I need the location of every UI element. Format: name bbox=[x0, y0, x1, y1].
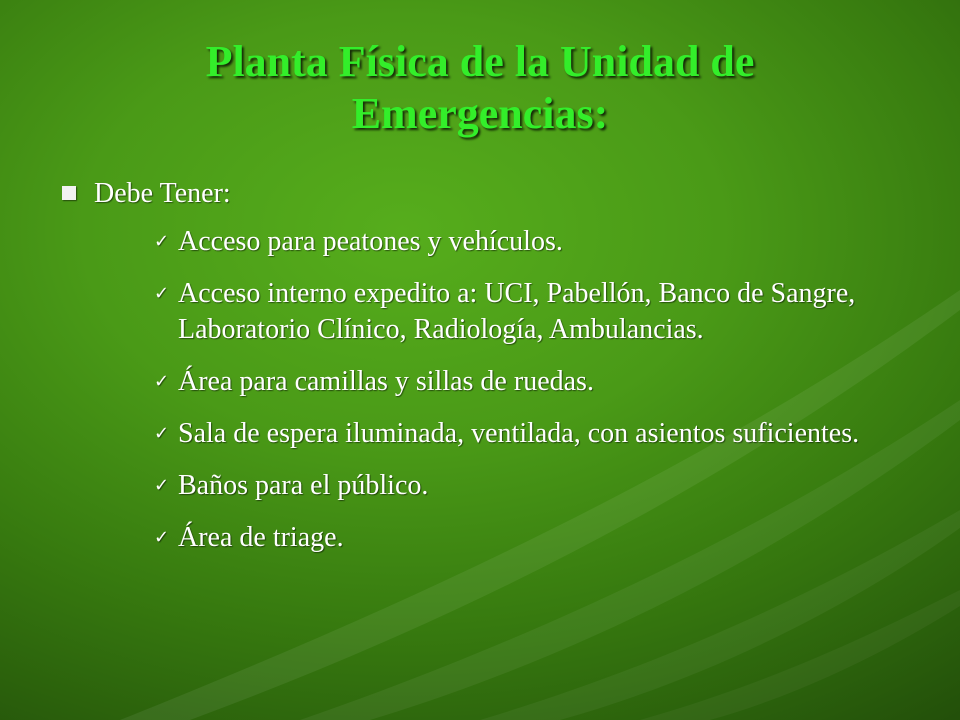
list-item bbox=[154, 224, 894, 260]
requirements-list bbox=[154, 224, 894, 572]
list-item-text: Acceso para peatones y vehículos. bbox=[178, 226, 563, 257]
list-item bbox=[154, 276, 894, 348]
list-item bbox=[154, 520, 894, 556]
list-item bbox=[154, 468, 894, 504]
main-bullet bbox=[62, 176, 231, 212]
list-item bbox=[154, 364, 894, 400]
check-icon: ✓ bbox=[154, 423, 170, 444]
square-bullet-icon bbox=[62, 186, 76, 200]
check-icon: ✓ bbox=[154, 371, 170, 392]
check-icon: ✓ bbox=[154, 475, 170, 496]
list-item-text: Área de triage. bbox=[178, 522, 344, 553]
check-icon: ✓ bbox=[154, 283, 170, 304]
list-item-text: Baños para el público. bbox=[178, 470, 429, 501]
slide-title: Planta Física de la Unidad de Emergencias: bbox=[205, 37, 755, 138]
check-icon: ✓ bbox=[154, 231, 170, 252]
list-item bbox=[154, 416, 894, 452]
list-item-text: Sala de espera iluminada, ventilada, con asientos suficientes. bbox=[178, 418, 860, 449]
check-icon: ✓ bbox=[154, 527, 170, 548]
list-item-text: Área para camillas y sillas de ruedas. bbox=[178, 366, 594, 397]
list-item-text: Acceso interno expedito a: UCI, Pabellón, Banco de Sangre, Laboratorio Clínico, Radiología, Ambulancias. bbox=[178, 278, 856, 345]
main-bullet-text: Debe Tener: bbox=[94, 178, 231, 209]
